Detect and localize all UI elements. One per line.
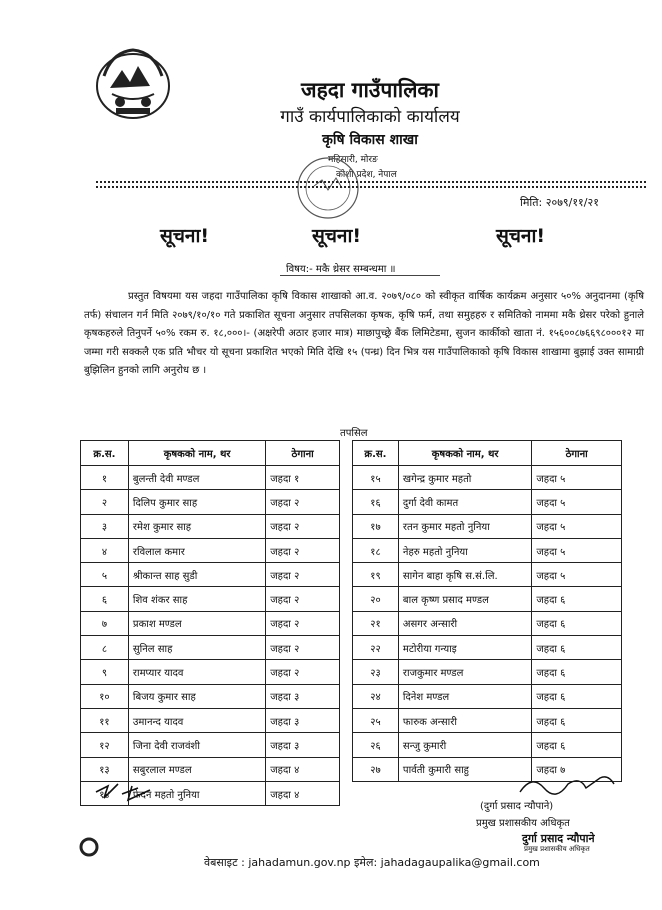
cell-sn: ११: [81, 708, 129, 732]
cell-sn: १: [81, 466, 129, 490]
header-divider: [96, 181, 646, 183]
table-row: [81, 538, 340, 562]
circular-mark-icon: [78, 836, 100, 858]
table-row: [353, 708, 622, 732]
table-title: तपसिल: [340, 428, 368, 439]
table-row: [353, 587, 622, 611]
cell-address: जहदा २: [266, 514, 340, 538]
cell-name: जिना देवी राजवंशी: [128, 733, 265, 757]
notice-heading: सूचना!: [160, 225, 210, 247]
col-header-sn: क्र.स.: [81, 441, 129, 466]
table-row: [81, 563, 340, 587]
cell-sn: १०: [81, 684, 129, 708]
table-row: [81, 514, 340, 538]
cell-name: सबुरलाल मण्डल: [128, 757, 265, 781]
cell-name: उमानन्द यादव: [128, 708, 265, 732]
notice-heading: सूचना!: [496, 225, 546, 247]
cell-sn: २०: [353, 587, 399, 611]
cell-name: फेदन महतो नुनिया: [128, 781, 265, 805]
cell-address: जहदा ६: [532, 660, 622, 684]
cell-address: जहदा ५: [532, 563, 622, 587]
cell-address: जहदा २: [266, 660, 340, 684]
cell-name: रतन कुमार महतो नुनिया: [398, 514, 531, 538]
farmer-table-right: [352, 440, 622, 782]
table-row: [353, 514, 622, 538]
cell-name: फारुक अन्सारी: [398, 708, 531, 732]
cell-sn: २६: [353, 733, 399, 757]
header-divider: [96, 186, 646, 188]
col-header-name: कृषकको नाम, थर: [398, 441, 531, 466]
signature-stamp-title: प्रमुख प्रशासकीय अधिकृत: [524, 845, 590, 853]
cell-name: रमेश कुमार साह: [128, 514, 265, 538]
cell-address: जहदा २: [266, 490, 340, 514]
cell-sn: ८: [81, 636, 129, 660]
cell-sn: ६: [81, 587, 129, 611]
table-row: [81, 660, 340, 684]
org-name: जहदा गाउँपालिका: [300, 78, 439, 102]
table-row: [353, 490, 622, 514]
cell-name: नेहरु महतो नुनिया: [398, 538, 531, 562]
cell-address: जहदा ६: [532, 611, 622, 635]
cell-address: जहदा ६: [532, 587, 622, 611]
cell-address: जहदा ३: [266, 733, 340, 757]
col-header-sn: क्र.स.: [353, 441, 399, 466]
cell-sn: ९: [81, 660, 129, 684]
table-row: [353, 611, 622, 635]
address-line-1: महिसारी, मोरङ: [328, 155, 378, 165]
cell-name: खगेन्द्र कुमार महतो: [398, 466, 531, 490]
cell-sn: ४: [81, 538, 129, 562]
notice-body-text: प्रस्तुत विषयमा यस जहदा गाउँपालिका कृषि विकास शाखाको आ.व. २०७९/०८० को स्वीकृत वार्षिक कार्यक्रम अनुसार ५०% अनुदानमा (कृषि तर्फ) संचालन गर्न मिति २०७९/१०/१० गते प्रकाशित सूचना अनुसार तपसिलका कृषक, कृषि फर्म, तथा समुहहरु र समितिको नाममा मकै थ्रेसर परेको हुनाले कृषकहरुले तिनुपर्ने ५०% रकम रु. १८,०००।- (अक्षरेपी अठार हजार मात्र) माछापुच्छ्रे बैंक लिमिटेडमा, सुजन कार्कीको खाता नं. १५६००८७६६९८०००१२ मा जम्मा गरी सक्कलै एक प्रति भौचर यो सूचना प्रकाशित भएको मिति देखि १५ (पन्ध्र) दिन भित्र यस गाउँपालिकाको कृषि विकास शाखामा बुझाई उक्त सामाग्री बुझिलिन हुनको लागि अनुरोध छ ।: [84, 291, 644, 377]
cell-address: जहदा ३: [266, 684, 340, 708]
cell-name: सन्जु कुमारी: [398, 733, 531, 757]
subject-underline: [280, 275, 440, 276]
cell-name: असगर अन्सारी: [398, 611, 531, 635]
cell-sn: १३: [81, 757, 129, 781]
table-header-row: [353, 441, 622, 466]
table-row: [81, 587, 340, 611]
cell-name: दुर्गा देवी कामत: [398, 490, 531, 514]
subject-line: विषय:- मकै थ्रेसर सम्बन्धमा ॥: [286, 264, 396, 275]
footer-contact: वेबसाइट : jahadamun.gov.np इमेल: jahadagaupalika@gmail.com: [204, 856, 540, 869]
col-header-name: कृषकको नाम, थर: [128, 441, 265, 466]
table-row: [353, 636, 622, 660]
cell-address: जहदा २: [266, 563, 340, 587]
cell-name: दिलिप कुमार साह: [128, 490, 265, 514]
cell-address: जहदा ५: [532, 466, 622, 490]
municipality-emblem-icon: [92, 42, 174, 122]
table-row: [353, 563, 622, 587]
cell-address: जहदा ३: [266, 708, 340, 732]
table-row: [353, 660, 622, 684]
table-row: [353, 466, 622, 490]
cell-address: जहदा २: [266, 538, 340, 562]
cell-name: राजकुमार मण्डल: [398, 660, 531, 684]
cell-sn: २७: [353, 757, 399, 781]
cell-name: सागेन बाहा कृषि स.सं.लि.: [398, 563, 531, 587]
table-row: [81, 708, 340, 732]
signatory-title: प्रमुख प्रशासकीय अधिकृत: [476, 818, 570, 829]
signatory-name: (दुर्गा प्रसाद न्यौपाने): [480, 801, 554, 812]
cell-sn: २४: [353, 684, 399, 708]
cell-sn: २२: [353, 636, 399, 660]
cell-address: जहदा ६: [532, 733, 622, 757]
cell-name: शिव शंकर साह: [128, 587, 265, 611]
cell-sn: ३: [81, 514, 129, 538]
cell-sn: ७: [81, 611, 129, 635]
notice-heading: सूचना!: [312, 225, 362, 247]
cell-name: सुनिल साह: [128, 636, 265, 660]
cell-sn: ५: [81, 563, 129, 587]
cell-name: पार्वती कुमारी साहु: [398, 757, 531, 781]
cell-address: जहदा ५: [532, 514, 622, 538]
table-row: [81, 490, 340, 514]
signature-scribble-icon: [516, 770, 620, 800]
table-row: [81, 636, 340, 660]
cell-address: जहदा ४: [266, 781, 340, 805]
cell-sn: १५: [353, 466, 399, 490]
cell-name: प्रकाश मण्डल: [128, 611, 265, 635]
cell-address: जहदा ५: [532, 538, 622, 562]
cell-sn: २५: [353, 708, 399, 732]
branch-name: कृषि विकास शाखा: [322, 132, 418, 148]
table-row: [81, 733, 340, 757]
cell-name: बाल कृष्ण प्रसाद मण्डल: [398, 587, 531, 611]
cell-name: बिजय कुमार साह: [128, 684, 265, 708]
cell-address: जहदा २: [266, 611, 340, 635]
cell-sn: २: [81, 490, 129, 514]
cell-name: श्रीकान्त साह सुडी: [128, 563, 265, 587]
col-header-address: ठेगाना: [532, 441, 622, 466]
address-line-2: कोशी प्रदेश, नेपाल: [336, 170, 397, 180]
table-row: [353, 684, 622, 708]
signature-stamp-name: दुर्गा प्रसाद न्यौपाने: [522, 832, 595, 845]
cell-sn: १८: [353, 538, 399, 562]
cell-name: मटोरीया गन्याइ: [398, 636, 531, 660]
issue-date: मिति: २०७९/११/२१: [520, 196, 599, 209]
cell-sn: १२: [81, 733, 129, 757]
table-row: [353, 538, 622, 562]
cell-sn: १४: [81, 781, 129, 805]
table-row: [81, 611, 340, 635]
table-row: [81, 684, 340, 708]
cell-sn: १७: [353, 514, 399, 538]
office-name: गाउँ कार्यपालिकाको कार्यालय: [280, 107, 460, 127]
cell-name: रामप्यार यादव: [128, 660, 265, 684]
cell-name: दिनेश मण्डल: [398, 684, 531, 708]
farmer-table-left: [80, 440, 340, 806]
cell-address: जहदा ६: [532, 708, 622, 732]
cell-name: रविलाल कमार: [128, 538, 265, 562]
cell-address: जहदा ६: [532, 636, 622, 660]
table-row: [353, 733, 622, 757]
cell-address: जहदा २: [266, 587, 340, 611]
cell-sn: १९: [353, 563, 399, 587]
handwritten-mark-icon: [92, 778, 156, 804]
cell-address: जहदा २: [266, 636, 340, 660]
cell-sn: २१: [353, 611, 399, 635]
cell-sn: १६: [353, 490, 399, 514]
cell-address: जहदा ६: [532, 684, 622, 708]
col-header-address: ठेगाना: [266, 441, 340, 466]
office-stamp-icon: [292, 150, 364, 226]
cell-address: जहदा ५: [532, 490, 622, 514]
cell-address: जहदा ४: [266, 757, 340, 781]
cell-address: जहदा ७: [532, 757, 622, 781]
notice-body: [84, 288, 644, 381]
cell-address: जहदा १: [266, 466, 340, 490]
cell-name: बुलन्ती देवी मण्डल: [128, 466, 265, 490]
cell-sn: २३: [353, 660, 399, 684]
table-row: [81, 466, 340, 490]
table-header-row: [81, 441, 340, 466]
